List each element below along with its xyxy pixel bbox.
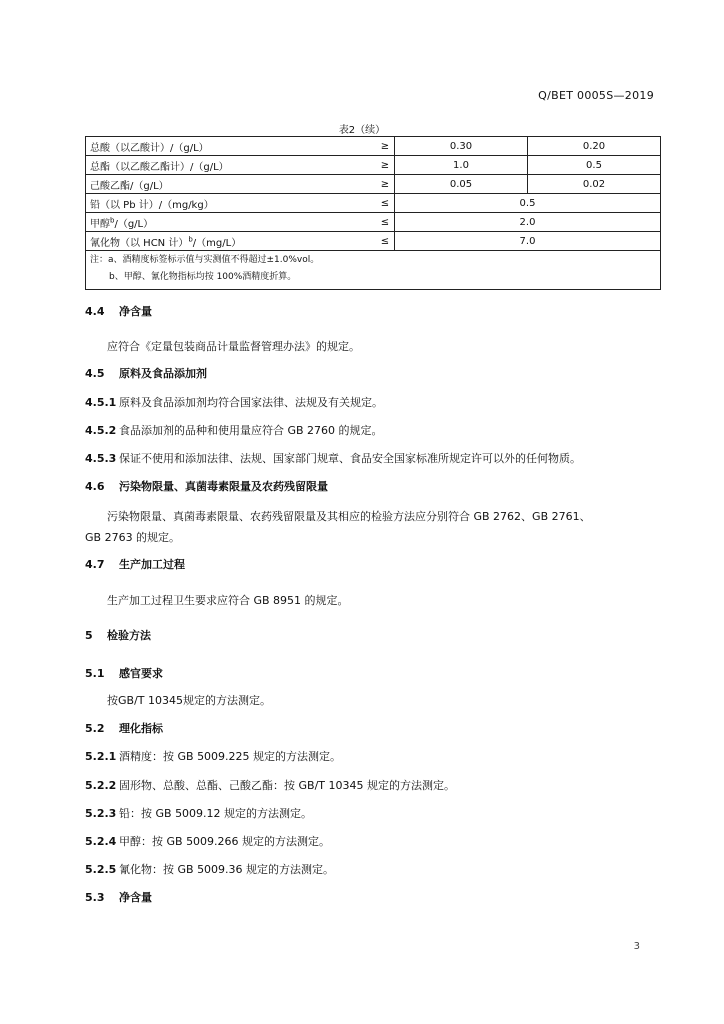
clause	[85, 831, 662, 853]
section-heading	[85, 887, 662, 909]
cell-name-unit: /（g/L）	[114, 218, 154, 230]
section-title: 生产加工过程	[119, 558, 185, 571]
table-cell-value: 0.02	[528, 175, 661, 194]
table-cell-value: 0.05	[395, 175, 528, 194]
paragraph: 应符合《定量包装商品计量监督管理办法》的规定。	[107, 340, 360, 353]
table-cell-value: 1.0	[395, 156, 528, 175]
section-number: 4.6	[85, 480, 105, 493]
clause-text: 氰化物：按 GB 5009.36 规定的方法测定。	[119, 863, 335, 876]
clause	[85, 392, 662, 414]
clause	[85, 775, 662, 797]
section-title: 净含量	[119, 305, 152, 318]
table-cell-name: 总酸（以乙酸计）/（g/L）	[86, 137, 377, 156]
paragraph-continuation: GB 2763 的规定。	[85, 531, 181, 544]
table-row	[86, 194, 661, 213]
clause-number: 4.5.3	[85, 452, 117, 465]
clause-text: 酒精度：按 GB 5009.225 规定的方法测定。	[119, 750, 342, 763]
table-row	[86, 232, 661, 251]
table-cell-name	[86, 232, 377, 251]
section-heading	[85, 718, 662, 740]
paragraph: 生产加工过程卫生要求应符合 GB 8951 的规定。	[107, 594, 349, 607]
clause-text: 原料及食品添加剂均符合国家法律、法规及有关规定。	[119, 396, 383, 409]
cell-name-text: 氰化物（以 HCN 计）	[90, 237, 189, 249]
paragraph: 按GB/T 10345规定的方法测定。	[107, 694, 271, 707]
table-cell-operator: ≥	[376, 137, 395, 156]
table-caption: 表2（续）	[338, 125, 386, 136]
clause-number: 5.2.2	[85, 779, 117, 792]
table-cell-operator: ≥	[376, 156, 395, 175]
table-row	[86, 156, 661, 175]
table-cell-operator: ≤	[376, 232, 395, 251]
clause	[85, 859, 662, 881]
section-title: 净含量	[119, 891, 152, 904]
clause-number: 5.2.1	[85, 750, 117, 763]
clause-text: 保证不使用和添加法律、法规、国家部门规章、食品安全国家标准所规定许可以外的任何物质。	[119, 452, 581, 465]
table-cell-name: 己酸乙酯/（g/L）	[86, 175, 377, 194]
footnote-marker: b	[110, 216, 115, 225]
section-number: 4.7	[85, 558, 105, 571]
note-line: b、甲醇、氰化物指标均按 100%酒精度折算。	[109, 272, 297, 282]
clause-number: 4.5.1	[85, 396, 117, 409]
footnote-marker: b	[188, 235, 193, 244]
clause-text: 铅：按 GB 5009.12 规定的方法测定。	[119, 807, 313, 820]
clause-number: 4.5.2	[85, 424, 117, 437]
section-heading	[85, 663, 662, 685]
section-title: 感官要求	[119, 667, 163, 680]
section-heading	[85, 476, 662, 498]
clause	[85, 448, 662, 470]
clause	[85, 803, 662, 825]
clause-number: 5.2.4	[85, 835, 117, 848]
section-number: 5.1	[85, 667, 105, 680]
section-heading	[85, 554, 662, 576]
table-cell-operator: ≤	[376, 213, 395, 232]
table-cell-value: 0.20	[528, 137, 661, 156]
section-number: 5.3	[85, 891, 105, 904]
clause	[85, 746, 662, 768]
table-note-row	[86, 251, 661, 290]
section-number: 4.5	[85, 367, 105, 380]
section-heading	[85, 301, 662, 323]
section-title: 原料及食品添加剂	[119, 367, 207, 380]
chapter-heading	[85, 625, 662, 647]
chapter-number: 5	[85, 629, 93, 642]
table-row	[86, 213, 661, 232]
section-title: 污染物限量、真菌毒素限量及农药残留限量	[119, 480, 328, 493]
clause-number: 5.2.5	[85, 863, 117, 876]
section-number: 5.2	[85, 722, 105, 735]
table-cell-value: 0.5	[395, 194, 661, 213]
section-heading	[85, 363, 662, 385]
note-line: 注：a、酒精度标签标示值与实测值不得超过±1.0%vol。	[90, 255, 320, 265]
table-cell-value: 7.0	[395, 232, 661, 251]
table-cell-value: 2.0	[395, 213, 661, 232]
section-title: 理化指标	[119, 722, 163, 735]
clause-text: 固形物、总酸、总酯、己酸乙酯：按 GB/T 10345 规定的方法测定。	[119, 779, 455, 792]
paragraph: 污染物限量、真菌毒素限量、农药残留限量及其相应的检验方法应分别符合 GB 2762、GB 2761、	[107, 510, 591, 523]
page-number: 3	[633, 941, 640, 952]
table-row	[86, 175, 661, 194]
table-cell-value: 0.30	[395, 137, 528, 156]
spec-table	[85, 136, 661, 290]
table-note	[86, 251, 661, 290]
table-cell-name	[86, 213, 377, 232]
clause	[85, 420, 662, 442]
table-cell-name: 铅（以 Pb 计）/（mg/kg）	[86, 194, 377, 213]
document-code: Q/BET 0005S—2019	[538, 89, 654, 102]
table-cell-name: 总酯（以乙酸乙酯计）/（g/L）	[86, 156, 377, 175]
section-number: 4.4	[85, 305, 105, 318]
table-cell-operator: ≥	[376, 175, 395, 194]
table-row	[86, 137, 661, 156]
clause-text: 食品添加剂的品种和使用量应符合 GB 2760 的规定。	[119, 424, 383, 437]
table-cell-value: 0.5	[528, 156, 661, 175]
cell-name-unit: /（mg/L）	[192, 237, 242, 249]
clause-text: 甲醇：按 GB 5009.266 规定的方法测定。	[119, 835, 331, 848]
chapter-title: 检验方法	[107, 629, 151, 642]
cell-name-text: 甲醇	[90, 218, 110, 230]
clause-number: 5.2.3	[85, 807, 117, 820]
table-cell-operator: ≤	[376, 194, 395, 213]
